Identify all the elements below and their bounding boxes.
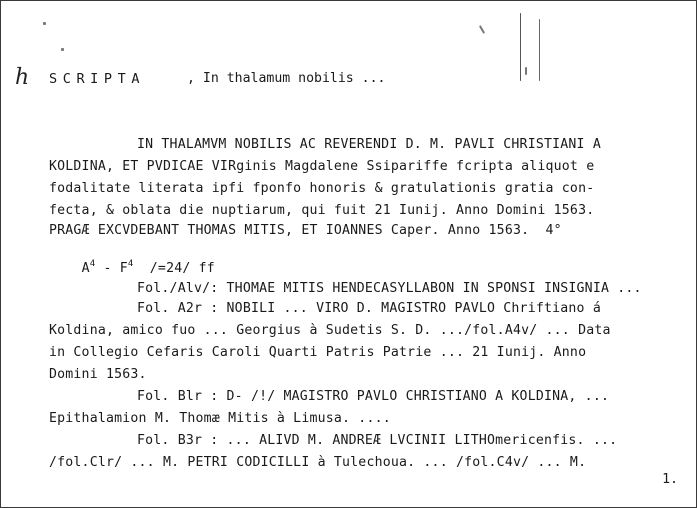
collation-a-sup: 4	[89, 259, 96, 269]
scan-speck	[520, 13, 521, 81]
title-line: IN THALAMVM NOBILIS AC REVERENDI D. M. PAVLI CHRISTIANI A	[137, 137, 601, 152]
entry-heading-tail: , In thalamum nobilis ...	[187, 71, 386, 86]
scan-speck	[539, 19, 540, 81]
scan-speck	[43, 22, 46, 25]
collation-dash: -	[95, 261, 120, 276]
content-line: Domini 1563.	[49, 367, 147, 382]
title-line: fecta, & oblata die nuptiarum, qui fuit 21 Iunij. Anno Domini 1563.	[49, 203, 595, 218]
content-line: in Collegio Cefaris Caroli Quarti Patris Patrie ... 21 Iunij. Anno	[49, 345, 587, 360]
scan-speck	[61, 48, 64, 51]
collation-rest: /=24/ ff	[133, 261, 215, 276]
content-line: Koldina, amico fuo ... Georgius à Sudetis S. D. .../fol.A4v/ ... Data	[49, 323, 611, 338]
title-line: fodalitate literata ipfi fponfo honoris & gratulationis gratia con-	[49, 181, 595, 196]
handwritten-mark: h	[15, 65, 30, 90]
page-number: 1.	[662, 472, 678, 487]
collation-f: F	[119, 261, 128, 276]
collation-f-sup: 4	[127, 259, 134, 269]
content-line: /fol.Clr/ ... M. PETRI CODICILLI à Tulechoua. ... /fol.C4v/ ... M.	[49, 455, 587, 470]
entry-heading: SCRIPTA	[49, 71, 146, 87]
collation-a: A	[81, 261, 90, 276]
title-line: KOLDINA, ET PVDICAE VIRginis Magdalene Ssipariffe fcripta aliquot e	[49, 159, 595, 174]
scan-speck	[525, 67, 527, 75]
content-line: Epithalamion M. Thomæ Mitis à Limusa. ....	[49, 411, 391, 426]
content-line: Fol. A2r : NOBILI ... VIRO D. MAGISTRO PAVLO Chriftiano á	[137, 301, 601, 316]
content-line: Fol./Alv/: THOMAE MITIS HENDECASYLLABON IN SPONSI INSIGNIA ...	[137, 281, 642, 296]
content-line: Fol. B3r : ... ALIVD M. ANDREÆ LVCINII LITHOmericenfis. ...	[137, 433, 618, 448]
content-line: Fol. Blr : D- /!/ MAGISTRO PAVLO CHRISTIANO A KOLDINA, ...	[137, 389, 610, 404]
scan-speck	[479, 25, 485, 34]
imprint-line: PRAGÆ EXCVDEBANT THOMAS MITIS, ET IOANNES Caper. Anno 1563. 4°	[49, 223, 562, 238]
